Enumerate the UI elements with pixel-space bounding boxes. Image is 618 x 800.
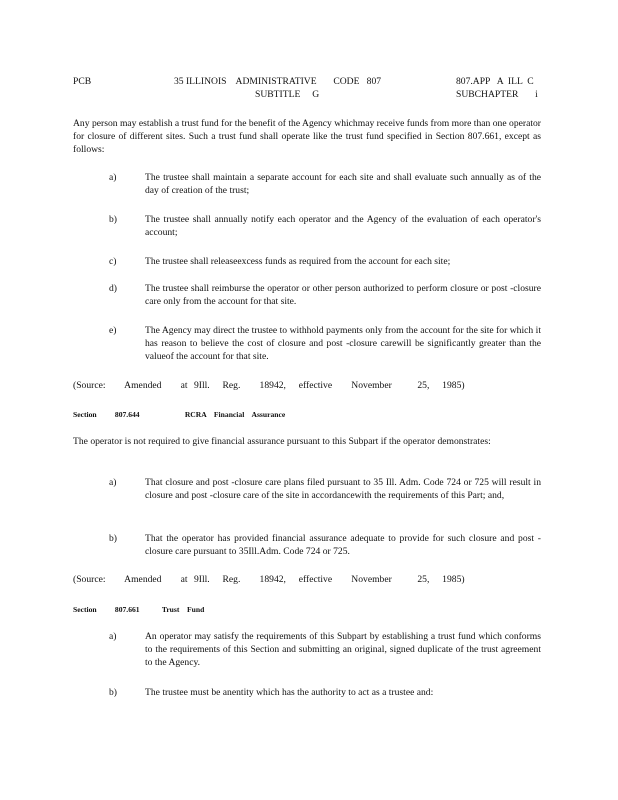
list-item-text: The trustee shall reimburse the operator or other person authorized to perform closure or post -closure care only from the account for that site. — [145, 283, 541, 307]
section-title: Trust Fund — [161, 605, 205, 614]
header-center-line1: 35 ILLINOIS ADMINISTRATIVE CODE 807 — [174, 76, 382, 87]
list-item-label: d) — [109, 283, 117, 294]
section-heading — [73, 408, 285, 421]
list-item-text: That closure and post -closure care plans filed pursuant to 35 Ill. Adm. Code 724 or 725 will result in closure and post -closure care of the site in accordancewith the requirements of this Part; and, — [145, 477, 541, 501]
header-right-line1: 807.APP A ILL C — [456, 76, 534, 87]
header-center-line2: SUBTITLE G — [255, 89, 320, 100]
section-label: Section — [73, 410, 97, 419]
section-number: 807.644 — [114, 410, 140, 419]
source-note: (Source: Amended at 9Ill. Reg. 18942, effective November 25, 1985) — [73, 574, 465, 585]
list-item-label: a) — [109, 631, 117, 642]
header-right-line2: SUBCHAPTER i — [456, 89, 538, 100]
list-item-label: a) — [109, 172, 117, 183]
section-number: 807.661 — [114, 605, 140, 614]
list-item-text: An operator may satisfy the requirements of this Subpart by establishing a trust fund which conforms to the requirements of this Section and submitting an original, signed duplicate of the trust agreement to the Agency. — [145, 631, 541, 668]
list-item-label: b) — [109, 687, 117, 698]
body-paragraph: The operator is not required to give financial assurance pursuant to this Subpart if the operator demonstrates: — [73, 436, 491, 447]
list-item-text: The Agency may direct the trustee to withhold payments only from the account for the site for which it has reason to believe the cost of closure and post -closure carewill be significantly greater than the valueof the account for that site. — [145, 325, 541, 362]
section-heading — [73, 603, 204, 616]
list-item-text: That the operator has provided financial assurance adequate to provide for such closure and post -closure care pursuant to 35Ill.Adm. Code 724 or 725. — [145, 533, 541, 557]
section-label: Section — [73, 605, 97, 614]
list-item-label: e) — [109, 325, 117, 336]
list-item-text: The trustee must be anentity which has the authority to act as a trustee and: — [145, 687, 434, 698]
header-left: PCB — [73, 76, 92, 87]
section-title: RCRA Financial Assurance — [184, 410, 286, 419]
list-item-text: The trustee shall releaseexcess funds as required from the account for each site; — [145, 256, 451, 267]
list-item-label: b) — [109, 214, 117, 225]
list-item-label: a) — [109, 477, 117, 488]
source-note: (Source: Amended at 9Ill. Reg. 18942, effective November 25, 1985) — [73, 380, 465, 391]
list-item-text: The trustee shall maintain a separate account for each site and shall evaluate such annually as of the day of creation of the trust; — [145, 172, 541, 196]
intro-paragraph: Any person may establish a trust fund for the benefit of the Agency whichmay receive funds from more than one operator for closure of different sites. Such a trust fund shall operate like the trust fund specified in Section 807.661, except as follows: — [73, 118, 541, 155]
list-item-label: c) — [109, 256, 117, 267]
list-item-label: b) — [109, 533, 117, 544]
list-item-text: The trustee shall annually notify each operator and the Agency of the evaluation of each operator's account; — [145, 214, 541, 238]
